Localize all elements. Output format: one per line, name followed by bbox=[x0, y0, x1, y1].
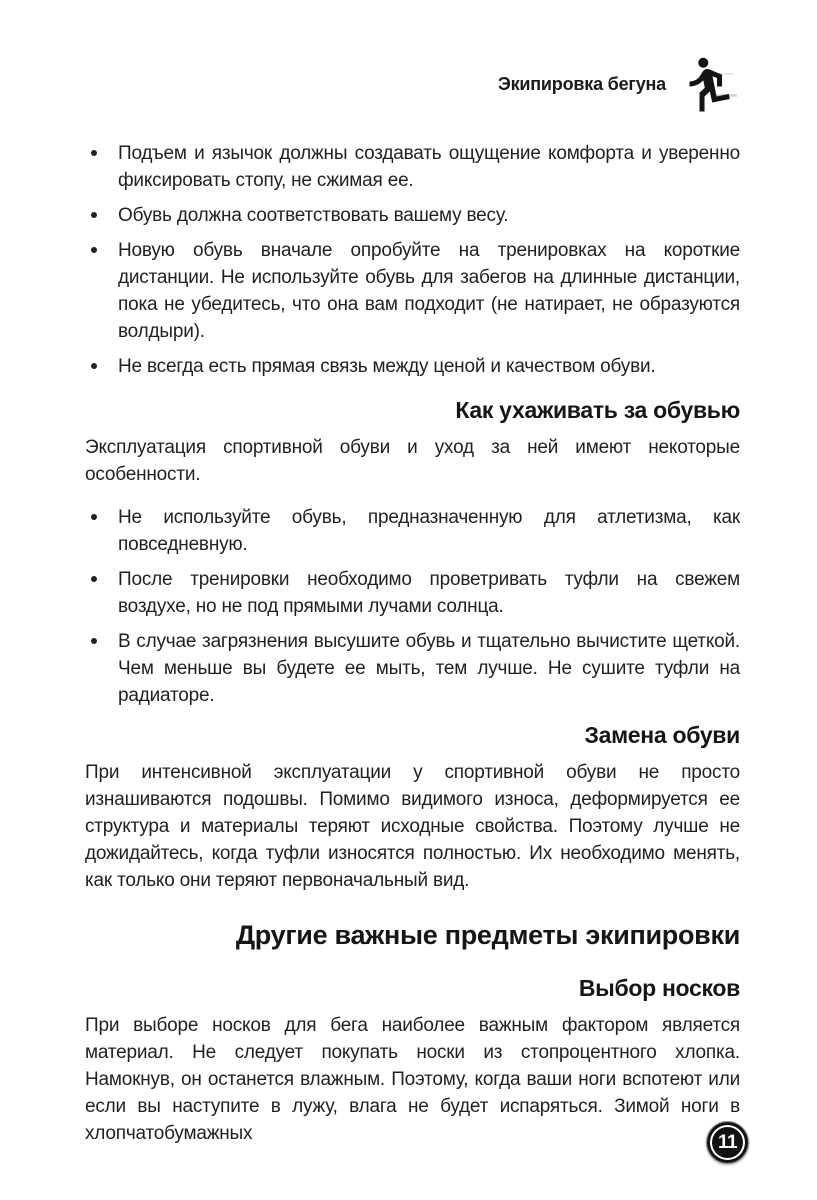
list-item: Новую обувь вначале опробуйте на тренировках на короткие дистанции. Не используйте обувь для забегов на длинные дистанции, пока не убедитесь, что она вам подходит (не натирает, не образуются волдыри). bbox=[85, 237, 740, 345]
running-header-title: Экипировка бегуна bbox=[497, 73, 666, 94]
running-header bbox=[85, 54, 740, 114]
page-number-badge bbox=[706, 1121, 749, 1164]
section-heading-socks: Выбор носков bbox=[578, 975, 740, 1001]
runner-icon bbox=[674, 54, 740, 114]
list-item: После тренировки необходимо проветривать туфли на свежем воздухе, но не под прямыми лучами солнца. bbox=[85, 566, 740, 620]
shoe-tips-list bbox=[85, 140, 740, 380]
shoe-care-intro-paragraph: Эксплуатация спортивной обуви и уход за ней имеют некоторые особенности. bbox=[85, 437, 740, 485]
shoe-replacement-paragraph: При интенсивной эксплуатации у спортивной обуви не просто изнашиваются подошвы. Помимо видимого износа, деформируется ее структура и материалы теряют исходные свойства. Поэтому лучше не дожидайтесь, когда туфли износятся полностью. Их необходимо менять, как только они теряют первоначальный вид. bbox=[85, 762, 740, 891]
shoe-care-list bbox=[85, 504, 740, 709]
list-item: Не всегда есть прямая связь между ценой и качеством обуви. bbox=[85, 353, 740, 380]
list-item: Не используйте обувь, предназначенную для атлетизма, как повседневную. bbox=[85, 504, 740, 558]
section-heading-shoe-care: Как ухаживать за обувью bbox=[455, 397, 740, 423]
list-item: Подъем и язычок должны создавать ощущение комфорта и уверенно фиксировать стопу, не сжимая ее. bbox=[85, 140, 740, 194]
list-item: В случае загрязнения высушите обувь и тщательно вычистите щеткой. Чем меньше вы будете ее мыть, тем лучше. Не сушите туфли на радиаторе. bbox=[85, 628, 740, 709]
page-number: 11 bbox=[717, 1131, 738, 1153]
list-item: Обувь должна соответствовать вашему весу. bbox=[85, 202, 740, 229]
chapter-heading-other-equipment: Другие важные предметы экипировки bbox=[235, 920, 740, 950]
page-content bbox=[85, 54, 740, 1147]
socks-paragraph: При выборе носков для бега наиболее важным фактором является материал. Не следует покупать носки из стопроцентного хлопка. Намокнув, он останется влажным. Поэтому, когда ваши ноги вспотеют или если вы наступите в лужу, влага не будет испаряться. Зимой ноги в хлопчатобумажных bbox=[85, 1015, 740, 1144]
section-heading-shoe-replacement: Замена обуви bbox=[584, 722, 740, 748]
